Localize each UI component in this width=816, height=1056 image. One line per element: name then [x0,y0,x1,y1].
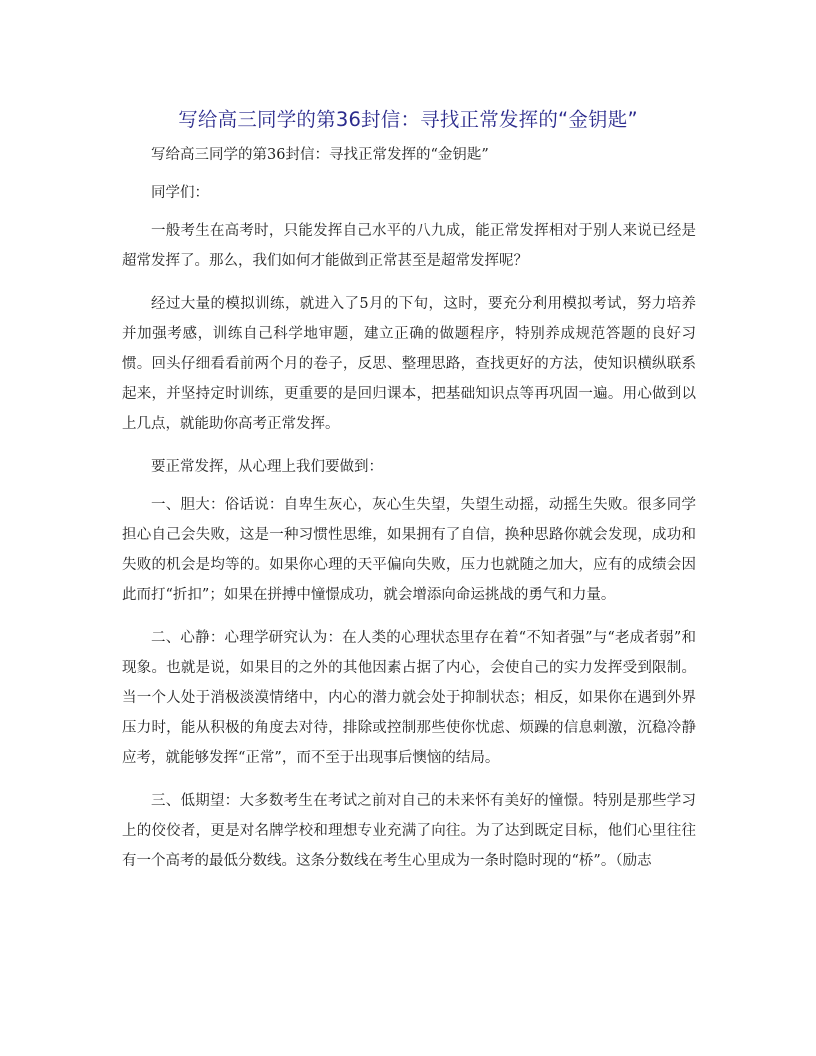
paragraph-training: 经过大量的模拟训练，就进入了5月的下旬，这时，要充分利用模拟考试，努力培养并加强考感，训练自己科学地审题，建立正确的做题程序，特别养成规范答题的良好习惯。回头仔细看看前两个月的卷子，反思、整理思路，查找更好的方法，使知识横纵联系起来，并坚持定时训练，更重要的是回归课本，把基础知识点等再巩固一遍。用心做到以上几点，就能助你高考正常发挥。 [122,296,696,432]
document-title: 写给高三同学的第36封信：寻找正常发挥的“金钥匙” [178,108,638,131]
paragraph-point-two: 二、心静：心理学研究认为：在人类的心理状态里存在着“不知者强”与“老成者弱”和现象。也就是说，如果目的之外的其他因素占据了内心，会使自己的实力发挥受到限制。当一个人处于消极淡漠情绪中，内心的潜力就会处于抑制状态；相反，如果你在遇到外界压力时，能从积极的角度去对待，排除或控制那些使你忧虑、烦躁的信息刺激，沉稳冷静应考，就能够发挥“正常”，而不至于出现事后懊恼的结局。 [122,630,696,766]
heading-line: 写给高三同学的第36封信：寻找正常发挥的“金钥匙” [151,147,489,163]
paragraph-intro: 一般考生在高考时，只能发挥自己水平的八九成，能正常发挥相对于别人来说已经是超常发挥了。那么，我们如何才能做到正常甚至是超常发挥呢？ [122,223,696,269]
salutation: 同学们： [151,185,209,201]
paragraph-point-three: 三、低期望：大多数考生在考试之前对自己的未来怀有美好的憧憬。特别是那些学习上的佼佼者，更是对名牌学校和理想专业充满了向往。为了达到既定目标，他们心里往往有一个高考的最低分数线。这条分数线在考生心里成为一条时隐时现的“桥”。（励志 [122,793,696,869]
document-body [122,140,696,884]
paragraph-psychology-lead: 要正常发挥，从心理上我们要做到： [151,459,383,475]
paragraph-point-one: 一、胆大：俗话说：自卑生灰心，灰心生失望，失望生动摇，动摇生失败。很多同学担心自己会失败，这是一种习惯性思维，如果拥有了自信，换种思路你就会发现，成功和失败的机会是均等的。如果你心理的天平偏向失败，压力也就随之加大，应有的成绩会因此而打“折扣”；如果在拼搏中憧憬成功，就会增添向命运挑战的勇气和力量。 [122,497,696,603]
